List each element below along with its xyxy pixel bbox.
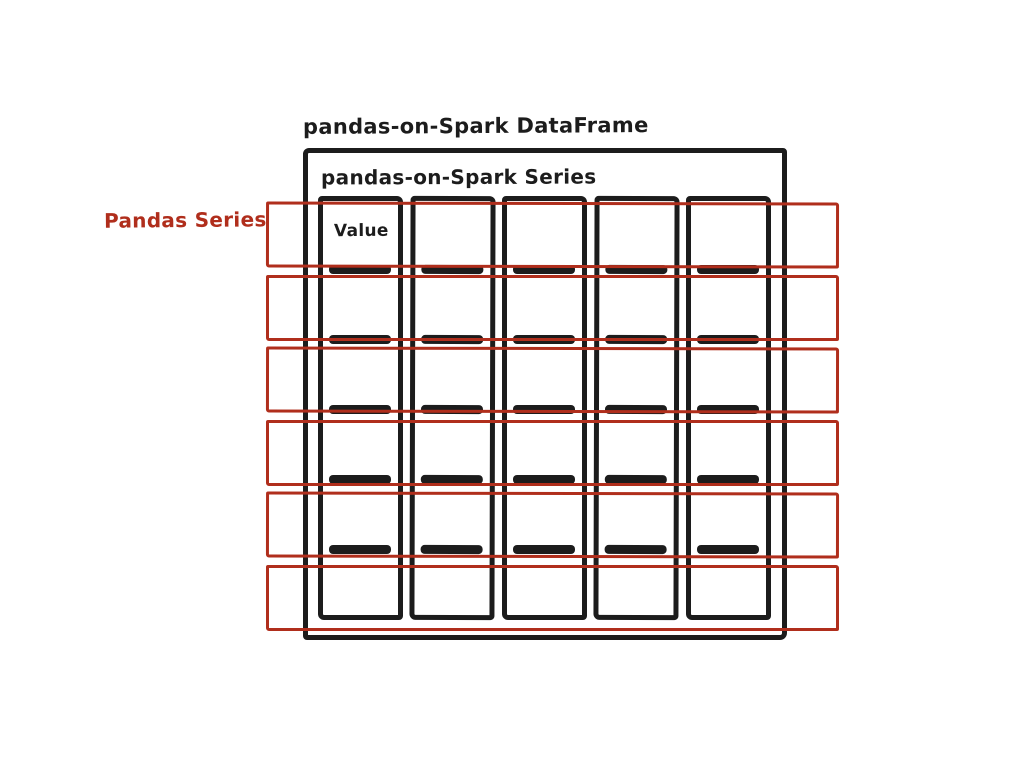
pandas-series-row: [266, 420, 839, 486]
pandas-series-row: [266, 565, 839, 631]
value-cell-label: Value: [333, 220, 389, 242]
pandas-on-spark-series-label: pandas-on-Spark Series: [320, 164, 597, 190]
pandas-series-row: [266, 492, 839, 559]
dataframe-title: pandas-on-Spark DataFrame: [302, 113, 649, 139]
pandas-series-row: [266, 275, 839, 341]
pandas-series-label: Pandas Series: [103, 207, 267, 233]
pandas-series-row: [266, 347, 839, 414]
